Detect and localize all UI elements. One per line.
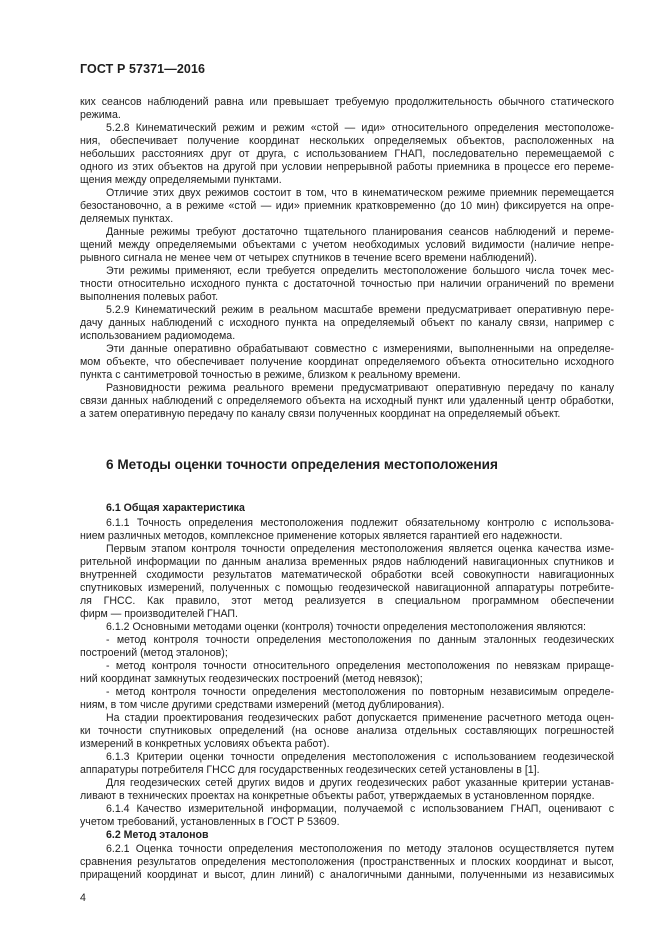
text-line: тности относительно исходного пункта с достаточной точностью при наличии ограничений по времени: [80, 278, 614, 290]
text-line: 6.1.4 Качество измерительной информации, получаемой с использованием ГНАП, оценивают с: [106, 803, 614, 815]
text-line: режима.: [80, 109, 121, 121]
text-line: 5.2.8 Кинематический режим и режим «стой — иди» относительного определения местоположе-: [106, 122, 614, 134]
text-line: 6.1.1 Точность определения местоположения подлежит обязательному контролю с использова-: [106, 517, 614, 529]
text-line: рительной информации по данным анализа временных рядов наблюдений навигационных спутников и: [80, 556, 614, 568]
text-line: ний координат замкнутых геодезических построений (метод невязок);: [80, 673, 423, 685]
text-line: пункта с сантиметровой точностью в режиме, близком к реальному времени.: [80, 369, 461, 381]
text-line: Для геодезических сетей других видов и других геодезических работ указанные критерии устанав-: [106, 777, 614, 789]
text-line: ких сеансов наблюдений равна или превышает требуемую продолжительность обычного статического: [80, 96, 614, 108]
text-line: аппаратуры потребителя ГНСС для государственных геодезических сетей установлены в [1].: [80, 764, 540, 776]
text-line: выполнения полевых работ.: [80, 291, 219, 303]
text-line: деляемых пунктах.: [80, 213, 174, 225]
text-line: безостановочно, а в режиме «стой — иди» приемник кратковременно (до 10 мин) фиксируется на опре-: [80, 200, 614, 212]
text-line: ниям, в том числе другими средствами измерений (метод дублирования).: [80, 699, 445, 711]
text-line: Эти данные оперативно обрабатывают совместно с измерениями, выполненными на определяе-: [106, 343, 614, 355]
text-line: внутренней сходимости результатов математической обработки всей совокупности навигационных: [80, 569, 614, 581]
text-line: сравнения результатов определения местоположения (пространственных и плоских координат и высот,: [80, 856, 614, 868]
list-item: - метод контроля точности относительного определения местоположения по невязкам прираще-: [106, 660, 614, 672]
text-line: щений между определяемыми объектами с учетом необходимых условий видимости (наличие непре-: [80, 239, 614, 251]
text-line: Разновидности режима реального времени предусматривают оперативную передачу по каналу: [106, 382, 614, 394]
text-line: 6.1.2 Основными методами оценки (контроля) точности определения местоположения являются:: [106, 621, 586, 633]
text-line: На стадии проектирования геодезических работ допускается применение расчетного метода оцен-: [106, 712, 614, 724]
text-line: 5.2.9 Кинематический режим в реальном масштабе времени предусматривает оперативную пере-: [106, 304, 614, 316]
text-line: спутниковых измерений, полученных с помощью геодезической навигационной аппаратуры потребите-: [80, 582, 614, 594]
text-line: рывного сигнала не менее чем от четырех спутников в течение всего времени наблюдений).: [80, 252, 537, 264]
text-line: ния, обеспечивает получение координат нескольких определяемых объектов, расположенных на: [80, 135, 614, 147]
text-line: использованием радиомодема.: [80, 330, 236, 342]
section-heading: 6 Методы оценки точности определения местоположения: [106, 457, 498, 472]
subsection-heading: 6.2 Метод эталонов: [106, 829, 209, 841]
list-item: - метод контроля точности определения местоположения по повторным независимым определе-: [106, 686, 614, 698]
text-line: одного из этих объектов на другой при условии непрерывной работы приемника в процессе его переме-: [80, 161, 614, 173]
text-line: Отличие этих двух режимов состоит в том, что в кинематическом режиме приемник перемещается: [106, 187, 614, 199]
text-line: построений (метод эталонов);: [80, 647, 228, 659]
text-line: Данные режимы требуют достаточно тщательного планирования сеансов наблюдений и переме-: [106, 226, 614, 238]
text-line: 6.1.3 Критерии оценки точности определения местоположения с использованием геодезической: [106, 751, 614, 763]
text-line: ля ГНСС. Как правило, этот метод реализуется в специальном программном обеспечении: [80, 595, 614, 607]
text-line: ливают в технических проектах на конкретные объекты работ, утверждаемых в установленном порядке.: [80, 790, 595, 802]
text-line: связи данных наблюдений с определяемого объекта на исходный пункт или удаленный центр обработки,: [80, 395, 614, 407]
page-number: 4: [80, 892, 86, 904]
text-line: а затем оперативную передачу по каналу связи полученных координат на определяемый объект.: [80, 408, 561, 420]
text-line: щения между определяемыми пунктами.: [80, 174, 282, 186]
text-line: учетом требований, установленных в ГОСТ Р 53609.: [80, 816, 340, 828]
list-item: - метод контроля точности определения местоположения по данным эталонных геодезических: [106, 634, 614, 646]
text-line: нием различных методов, комплексное применение которых является гарантией его надежности.: [80, 530, 563, 542]
text-line: приращений координат и высот, длин линий) с аналогичными данными, полученными из независимых: [80, 869, 614, 881]
text-line: Эти режимы применяют, если требуется определить местоположение большого числа точек мес-: [106, 265, 614, 277]
subsection-heading: 6.1 Общая характеристика: [106, 502, 245, 514]
text-line: фирм — производителей ГНАП.: [80, 608, 238, 620]
document-header-code: ГОСТ Р 57371—2016: [80, 62, 206, 76]
text-line: дачу данных наблюдений с исходного пункта на определяемый объект по каналу связи, например с: [80, 317, 614, 329]
text-line: небольших расстояниях друг от друга, с использованием ГНАП, последовательно перемещаемой с: [80, 148, 614, 160]
text-line: ки точности спутниковых определений (на основе анализа отдельных составляющих погрешностей: [80, 725, 614, 737]
text-line: Первым этапом контроля точности определения местоположения является оценка качества изме-: [106, 543, 614, 555]
text-line: мом объекте, что обеспечивает получение координат определяемого объекта относительно исходного: [80, 356, 614, 368]
text-line: 6.2.1 Оценка точности определения местоположения по методу эталонов осуществляется путем: [106, 843, 614, 855]
text-line: измерений в конкретных условиях объекта работ).: [80, 738, 330, 750]
